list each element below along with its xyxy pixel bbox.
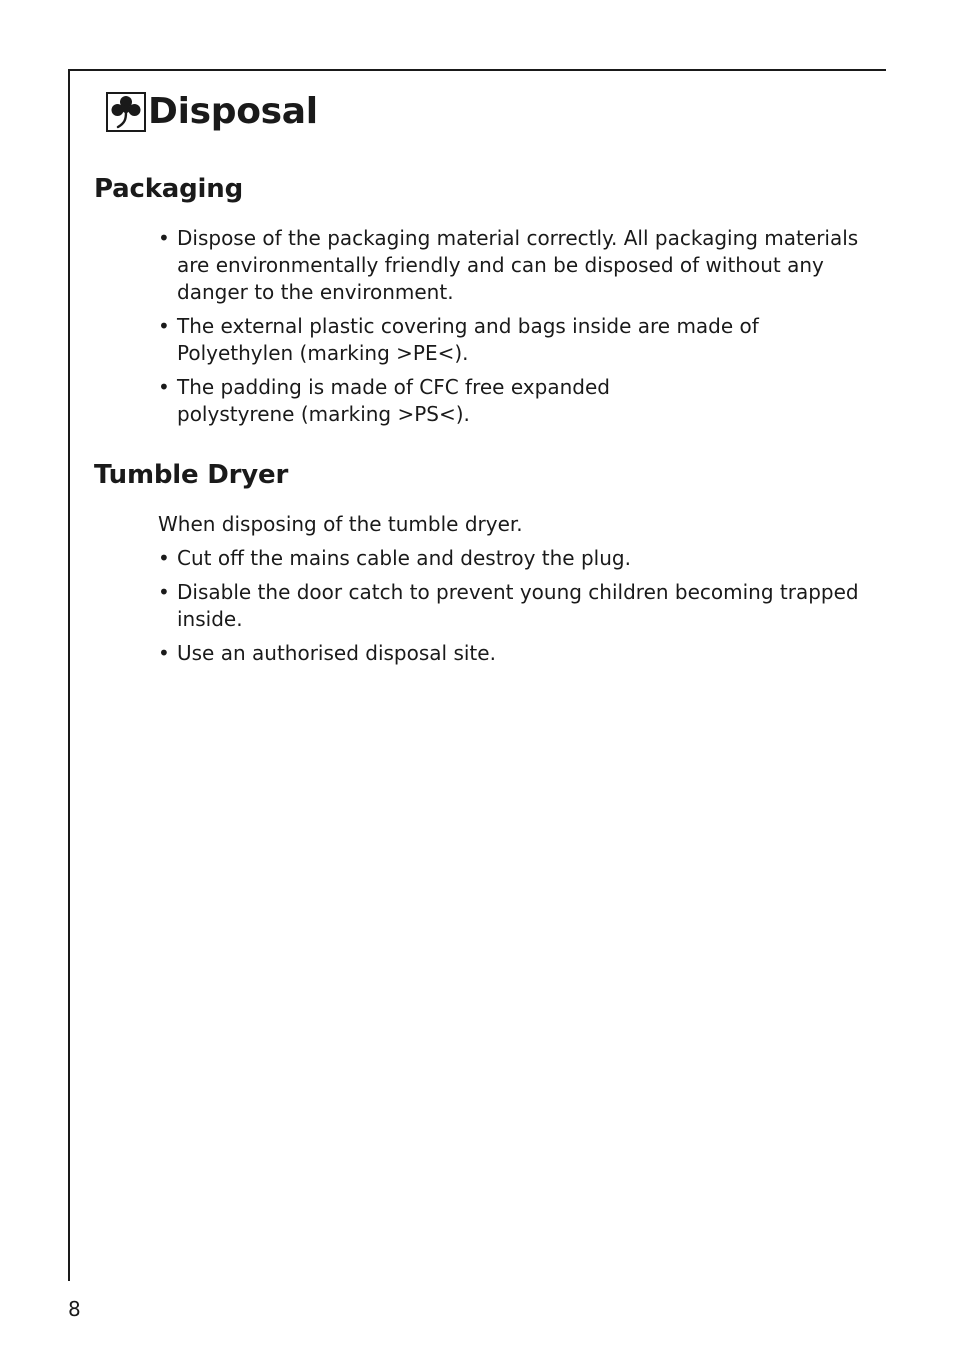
bullet-mark: •	[158, 641, 170, 665]
list-item-text: Cut off the mains cable and destroy the plug.	[177, 546, 631, 570]
shamrock-icon	[106, 92, 146, 132]
page-frame-left-rule	[68, 69, 70, 1281]
list-item-text: Use an authorised disposal site.	[177, 641, 496, 665]
list-item-text: The external plastic covering and bags inside are made of Polyethylen (marking >PE<).	[177, 314, 759, 365]
list-item	[158, 313, 863, 367]
list-item	[158, 225, 863, 306]
page-frame-top-rule	[68, 69, 886, 71]
packaging-bullet-list	[158, 225, 863, 428]
list-item	[158, 545, 863, 572]
bullet-mark: •	[158, 580, 170, 604]
bullet-mark: •	[158, 314, 170, 338]
list-item-text: Disable the door catch to prevent young children becoming trapped inside.	[177, 580, 859, 631]
packaging-section-body	[158, 225, 863, 435]
tumble-dryer-bullet-list	[158, 545, 863, 667]
page-title: Disposal	[148, 91, 318, 132]
bullet-mark: •	[158, 546, 170, 570]
list-item	[158, 640, 863, 667]
list-item-text: Dispose of the packaging material correctly. All packaging materials are environmentally friendly and can be disposed of without any danger to the environment.	[177, 226, 859, 304]
section-heading-tumble-dryer: Tumble Dryer	[94, 460, 289, 490]
list-item	[158, 579, 863, 633]
tumble-dryer-section-body	[158, 511, 863, 674]
list-item	[158, 374, 863, 428]
section-intro: When disposing of the tumble dryer.	[158, 512, 523, 536]
bullet-mark: •	[158, 226, 170, 250]
list-item-text: The padding is made of CFC free expanded polystyrene (marking >PS<).	[177, 375, 610, 426]
page-number: 8	[68, 1297, 81, 1321]
section-heading-packaging: Packaging	[94, 174, 243, 204]
page-title-row	[106, 92, 318, 132]
bullet-mark: •	[158, 375, 170, 399]
